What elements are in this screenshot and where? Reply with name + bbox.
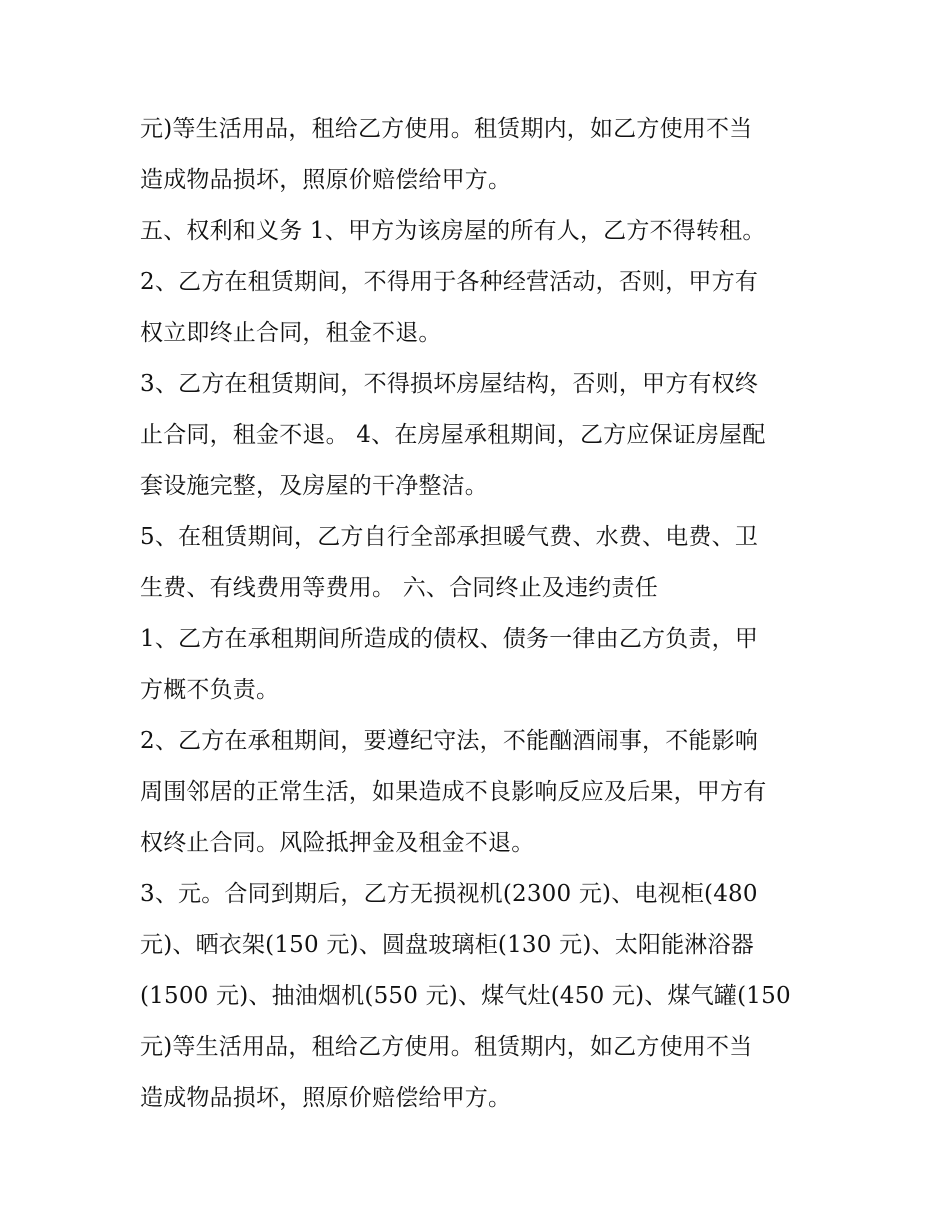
text-line: 方概不负责。 — [140, 677, 280, 703]
text-line: 元)等生活用品，租给乙方使用。租赁期内，如乙方使用不当 — [140, 116, 753, 142]
text-line: 2、乙方在承租期间，要遵纪守法，不能酗酒闹事，不能影响 — [140, 728, 759, 754]
text-line: 3、元。合同到期后，乙方无损视机(2300 元)、电视柜(480 — [140, 881, 758, 907]
text-line: 权终止合同。风险抵押金及租金不退。 — [140, 830, 535, 856]
text-line: 周围邻居的正常生活，如果造成不良影响反应及后果，甲方有 — [140, 779, 767, 805]
text-line: 3、乙方在租赁期间，不得损坏房屋结构，否则，甲方有权终 — [140, 371, 759, 397]
text-line: (1500 元)、抽油烟机(550 元)、煤气灶(450 元)、煤气罐(150 — [140, 983, 791, 1009]
document-body — [140, 104, 830, 1124]
text-line: 元)等生活用品，租给乙方使用。租赁期内，如乙方使用不当 — [140, 1034, 753, 1060]
text-line: 造成物品损坏，照原价赔偿给甲方。 — [140, 1085, 512, 1111]
text-line: 元)、晒衣架(150 元)、圆盘玻璃柜(130 元)、太阳能淋浴器 — [140, 932, 754, 958]
text-line: 五、权利和义务 1、甲方为该房屋的所有人，乙方不得转租。 — [140, 218, 766, 244]
text-line: 造成物品损坏，照原价赔偿给甲方。 — [140, 167, 512, 193]
text-line: 权立即终止合同，租金不退。 — [140, 320, 442, 346]
text-line: 5、在租赁期间，乙方自行全部承担暖气费、水费、电费、卫 — [140, 524, 759, 550]
text-line: 1、乙方在承租期间所造成的债权、债务一律由乙方负责，甲 — [140, 626, 759, 652]
text-line: 止合同，租金不退。 4、在房屋承租期间，乙方应保证房屋配 — [140, 422, 766, 448]
text-line: 2、乙方在租赁期间，不得用于各种经营活动，否则，甲方有 — [140, 269, 759, 295]
text-line: 套设施完整，及房屋的干净整洁。 — [140, 473, 488, 499]
text-line: 生费、有线费用等费用。 六、合同终止及违约责任 — [140, 575, 658, 601]
